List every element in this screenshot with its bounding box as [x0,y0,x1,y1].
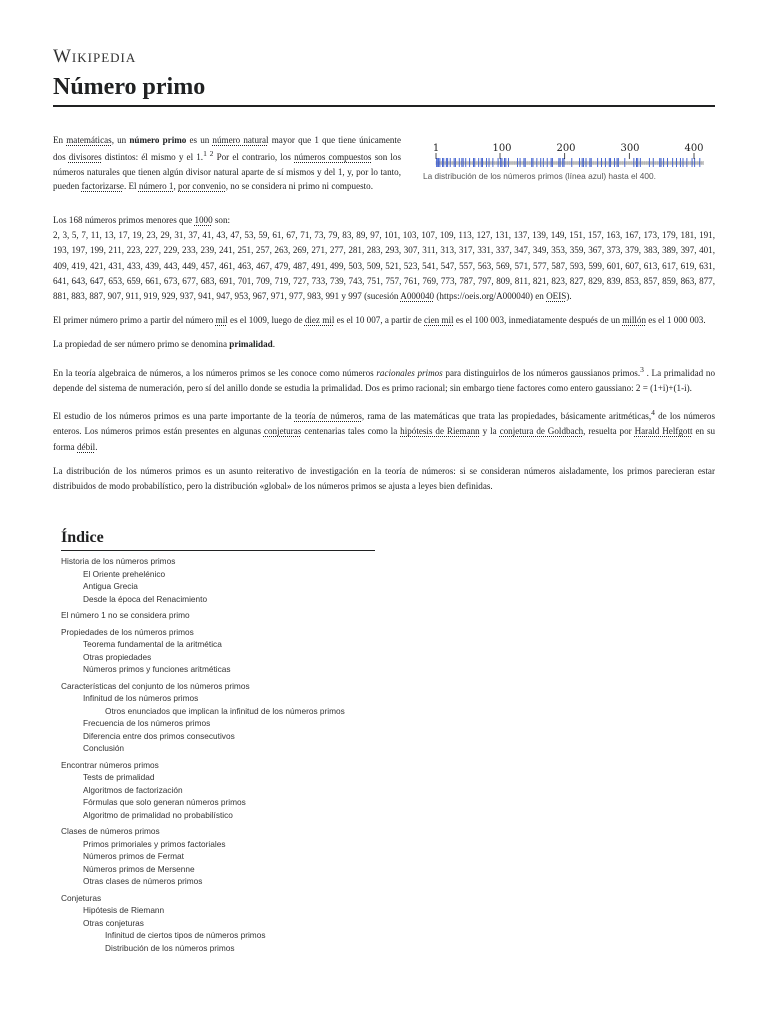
toc-item[interactable]: Otros enunciados que implican la infinitud de los números primos [105,705,345,716]
text: mayor que 1 que tiene únicamente dos [53,135,401,163]
toc-item[interactable]: Encontrar números primos [61,759,159,770]
link-teoria-de-numeros[interactable]: teoría de números [294,411,362,422]
text: son: [212,215,231,225]
link-matematicas[interactable]: matemáticas [66,135,112,145]
text: , no se considera ni primo ni compuesto. [225,181,373,192]
text: En [53,135,67,145]
link-factorizarse[interactable]: factorizarse [81,181,124,192]
text: . [95,441,98,452]
link-por-convenio[interactable]: por convenio [178,181,226,192]
toc-item[interactable]: Números primos de Mersenne [83,863,195,874]
toc-item[interactable]: Fórmulas que solo generan números primos [83,797,246,807]
paragraph-first-primes [53,313,715,328]
link-oeis-sequence[interactable]: A000040 [400,291,435,302]
text: son los números naturales que tienen algún divisor natural aparte de sí mismos y del 1, y, por lo tanto, pueden [53,152,401,192]
text: distintos: él mismo y el 1. [101,152,204,163]
link-conjeturas[interactable]: conjeturas [263,426,302,437]
oeis-url[interactable]: (https://oeis.org/A000040) [434,291,533,302]
toc-item[interactable]: Historia de los números primos [61,556,176,566]
toc-item[interactable]: Teorema fundamental de la aritmética [83,639,222,649]
toc-item[interactable]: Algoritmo de primalidad no probabilístico [83,809,233,820]
paragraph-distribution: La distribución de los números primos es un asunto reiterativo de investigación en la teoría de números: si se consideran números aisladamente, los primos parecieran estar distribuidos de modo probabilístico, pero la distribución «global» de los números primos se ajusta a leyes bien definidas. [53,465,715,491]
axis-label-1: 1 [432,143,440,154]
paragraph-algebraic [53,362,715,396]
link-oeis[interactable]: OEIS [546,291,567,302]
toc-item[interactable]: Infinitud de ciertos tipos de números primos [105,930,266,940]
text: es un [186,135,213,145]
italic-term: racionales primos [376,367,443,378]
prime-distribution-figure [423,138,715,181]
link-numero-1[interactable]: número 1 [138,181,174,192]
toc-item[interactable]: Desde la época del Renacimiento [83,593,208,604]
link-harald-helfgott[interactable]: Harald Helfgott [634,426,693,437]
prime-ticks [436,153,704,167]
text: , resuelta por [583,426,635,437]
toc-item[interactable]: Conclusión [83,743,125,753]
toc-item[interactable]: Números primos y funciones aritméticas [83,664,231,674]
text: para distinguirlos de los números gaussianos primos. [442,367,641,378]
bold-primalidad: primalidad [229,339,273,350]
toc-item[interactable]: Características del conjunto de los números primos [61,680,250,691]
text: es el 1009, luego de [227,315,305,326]
article-body [53,213,715,503]
toc-item[interactable]: Otras conjeturas [83,917,144,928]
text: . [272,339,276,350]
toc-title: Índice [61,529,375,551]
toc-item[interactable]: Antigua Grecia [83,581,138,591]
text: , [173,181,179,192]
link-millon[interactable]: millón [622,315,647,326]
toc-item[interactable]: El Oriente prehelénico [83,568,166,579]
title-divider [53,105,715,107]
link-numeros-compuestos[interactable]: números compuestos [294,152,372,163]
toc-item[interactable]: Distribución de los números primos [105,942,235,953]
text: es el 10 007, a partir de [334,315,425,326]
text: Por el contrario, los [213,152,295,163]
toc-item[interactable]: Tests de primalidad [83,772,155,782]
table-of-contents [61,529,375,954]
page-title: Número primo [53,74,206,100]
wikipedia-logo[interactable]: Wikipedia [53,46,137,67]
axis-label-200: 200 [556,143,576,154]
toc-item[interactable]: Infinitud de los números primos [83,693,199,703]
toc-item[interactable]: Hipótesis de Riemann [83,905,165,915]
text: . La primalidad no depende del sistema de numeración, pero sí del anillo donde se estudia la primalidad. Dos es primo racional; sin embargo tiene factores como entero gaussiano: 2 = (1+i)+(1-i). [53,367,715,393]
text: La propiedad de ser número primo se denomina [53,339,230,350]
toc-item[interactable]: Clases de números primos [61,826,160,836]
link-conjetura-goldbach[interactable]: conjetura de Goldbach [499,426,584,437]
toc-list [61,555,375,954]
link-hipotesis-riemann[interactable]: hipótesis de Riemann [400,426,480,437]
reference-4[interactable]: 4 [651,408,655,418]
link-numero-natural[interactable]: número natural [212,135,269,145]
lead-paragraph [53,133,401,194]
text: El estudio de los números primos es una parte importante de la [53,411,295,422]
text: de los números enteros. Los números primos están presentes en algunas [53,411,716,437]
axis-label-400: 400 [684,143,704,154]
text: en [532,291,547,302]
text: , un [111,135,130,145]
text: es el 100 003, inmediatamente después de un [453,315,623,326]
toc-item[interactable]: Otras clases de números primos [83,876,203,886]
link-divisores[interactable]: divisores [68,152,102,163]
text: es el 1 000 003. [646,315,706,326]
text: Los 168 números primos menores que [53,215,195,225]
text: , rama de las matemáticas que trata las propiedades, básicamente aritméticas, [361,411,652,422]
text: (sucesión [361,291,401,302]
link-1000[interactable]: 1000 [194,215,213,225]
text: El primer número primo a partir del número [53,315,216,326]
text: en su forma [53,426,716,452]
toc-item[interactable]: El número 1 no se considera primo [61,610,190,620]
text: . El [123,181,139,192]
primes-list-paragraph [53,213,715,304]
text: centenarias tales como la [301,426,401,437]
prime-distribution-image[interactable] [423,138,715,170]
bold-term: número primo [129,135,187,145]
reference-3[interactable]: 3 [640,364,644,374]
toc-item[interactable]: Frecuencia de los números primos [83,718,211,728]
figure-caption: La distribución de los números primos (línea azul) hasta el 400. [423,171,656,181]
toc-item[interactable]: Números primos de Fermat [83,851,184,861]
toc-item[interactable]: Conjeturas [61,892,102,903]
toc-item[interactable]: Propiedades de los números primos [61,626,194,637]
paragraph-primalidad [53,337,715,352]
link-mil[interactable]: mil [215,315,228,326]
text: ). [566,291,572,302]
reference-1-2[interactable]: 1 2 [203,149,214,159]
text: y la [479,426,500,437]
text: En la teoría algebraica de números, a los números primos se les conoce como números [53,367,377,378]
link-cien-mil[interactable]: cien mil [424,315,454,326]
paragraph-study [53,405,715,455]
toc-item[interactable]: Diferencia entre dos primos consecutivos [83,730,235,741]
link-diez-mil[interactable]: diez mil [304,315,335,326]
link-debil[interactable]: débil [77,441,96,452]
toc-item[interactable]: Primos primoriales y primos factoriales [83,838,226,849]
axis-label-300: 300 [620,143,640,154]
axis-label-100: 100 [492,143,512,154]
toc-item[interactable]: Otras propiedades [83,651,152,662]
primes-list: 2, 3, 5, 7, 11, 13, 17, 19, 23, 29, 31, 37, 41, 43, 47, 53, 59, 61, 67, 71, 73, 79, 83, 89, 97, 101, 103, 107, 109, 113, 127, 131, 137, 139, 149, 151, 157, 163, 167, 173, 179, 181, 191, 193, 197, 199, 211, 223, 227, 229, 233, 239, 241, 251, 257, 263, 269, 271, 277, 281, 283, 293, 307, 311, 313, 317, 331, 337, 347, 349, 353, 359, 367, 373, 379, 383, 389, 397, 401, 409, 419, 421, 431, 433, 439, 443, 449, 457, 461, 463, 467, 479, 487, 491, 499, 503, 509, 521, 523, 541, 547, 557, 563, 569, 571, 577, 587, 593, 599, 601, 607, 613, 617, 619, 631, 641, 643, 647, 653, 659, 661, 673, 677, 683, 691, 701, 709, 719, 727, 733, 739, 743, 751, 757, 761, 769, 773, 787, 797, 809, 811, 821, 823, 827, 829, 839, 853, 857, 859, 863, 877, 881, 883, 887, 907, 911, 919, 929, 937, 941, 947, 953, 967, 971, 977, 983, 991 y 997 [53,230,715,302]
toc-item[interactable]: Algoritmos de factorización [83,784,183,795]
